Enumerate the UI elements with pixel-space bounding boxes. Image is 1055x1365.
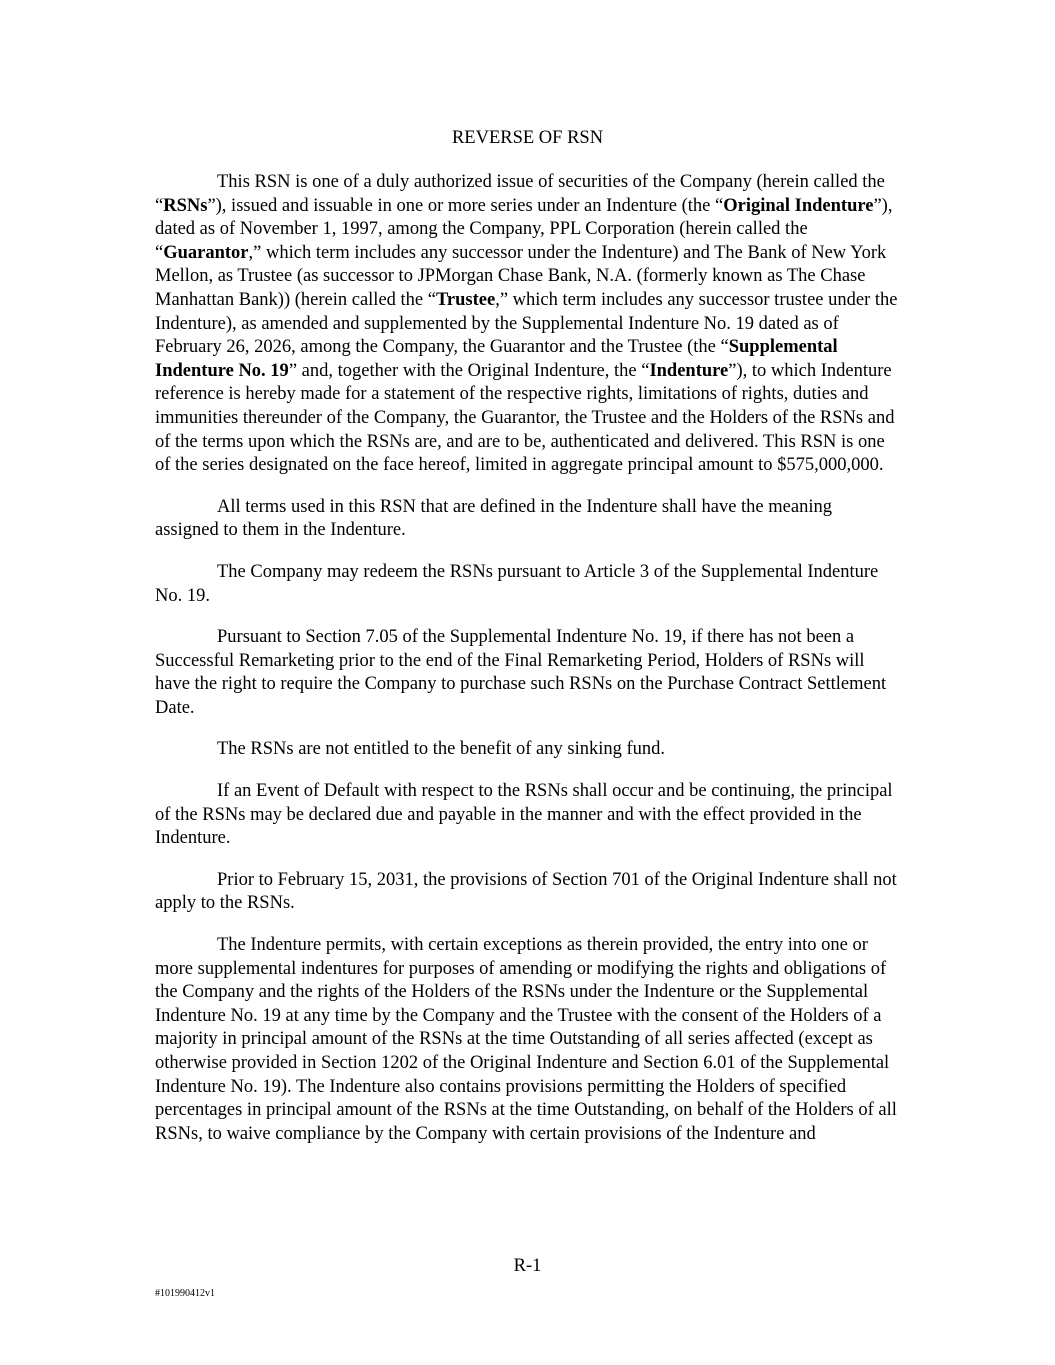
paragraph-text: ”), issued and issuable in one or more series under an Indenture (the “ — [207, 195, 724, 216]
paragraph-text: ”), dated as of November 1, 1997, among the Company, PPL Corporation (herein called the “ — [155, 195, 893, 263]
defined-term-original-indenture: Original Indenture — [723, 195, 874, 216]
paragraph-text: ” and, together with the Original Indenture, the “ — [288, 360, 650, 381]
paragraph-text: This RSN is one of a duly authorized issue of securities of the Company (herein called the “ — [155, 172, 885, 216]
defined-term-rsns: RSNs — [163, 195, 208, 216]
paragraph-remarketing: Pursuant to Section 7.05 of the Supplemental Indenture No. 19, if there has not been a Successful Remarketing prior to the end of the Final Remarketing Period, Holders of RSNs will have the right to require the Company to purchase such RSNs on the Purchase Contract Settlement Date. — [155, 627, 887, 718]
paragraph-redemption: The Company may redeem the RSNs pursuant to Article 3 of the Supplemental Indenture No. 19. — [155, 561, 879, 606]
paragraph-text: ,” which term includes any successor under the Indenture) and The Bank of New York Mellon, as Trustee (as successor to JPMorgan Chase Bank, N.A. (formerly known as The Chase Manhattan Bank)) (herein called the “ — [155, 242, 887, 310]
paragraph-text: ,” which term includes any successor trustee under the Indenture), as amended and supplemented by the Supplemental Indenture No. 19 dated as of February 26, 2026, among the Company, the Guarantor and the Trustee (the “ — [155, 289, 898, 358]
paragraph-supplemental-indentures: The Indenture permits, with certain exceptions as therein provided, the entry into one or more supplemental indentures for purposes of amending or modifying the rights and obligations of the Company and the rights of the Holders of the RSNs under the Indenture or the Supplemental Indenture No. 19 at any time by the Company and the Trustee with the consent of the Holders of a majority in principal amount of the RSNs at the time Outstanding of all series affected (except as otherwise provided in Section 1202 of the Original Indenture and Section 6.01 of the Supplemental Indenture No. 19). The Indenture also contains provisions permitting the Holders of specified percentages in principal amount of the RSNs at the time Outstanding, on behalf of the Holders of all RSNs, to waive compliance by the Company with certain provisions of the Indenture and — [155, 935, 897, 1144]
document-id: #101990412v1 — [155, 1288, 215, 1299]
paragraph-intro — [155, 171, 900, 478]
paragraph-sinking-fund: The RSNs are not entitled to the benefit of any sinking fund. — [217, 739, 666, 760]
paragraph-text: ”), to which Indenture reference is hereby made for a statement of the respective rights, limitations of rights, duties and immunities thereunder of the Company, the Guarantor, the Trustee and the Holders of the RSNs and of the terms upon which the RSNs are, and are to be, authenticated and delivered. This RSN is one of the series designated on the face hereof, limited in aggregate principal amount to $575,000,000. — [155, 360, 895, 476]
document-body — [155, 171, 900, 1164]
defined-term-supplemental-indenture: Supplemental Indenture No. 19 — [155, 337, 838, 381]
paragraph-section-701: Prior to February 15, 2031, the provisions of Section 701 of the Original Indenture shall not apply to the RSNs. — [155, 869, 897, 914]
page-number: R-1 — [513, 1256, 542, 1276]
document-title: REVERSE OF RSN — [451, 128, 604, 148]
paragraph-defined-terms: All terms used in this RSN that are defined in the Indenture shall have the meaning assigned to them in the Indenture. — [155, 496, 832, 541]
defined-term-indenture: Indenture — [649, 360, 729, 381]
defined-term-guarantor: Guarantor — [163, 242, 249, 263]
paragraph-event-of-default: If an Event of Default with respect to the RSNs shall occur and be continuing, the principal of the RSNs may be declared due and payable in the manner and with the effect provided in the Indenture. — [155, 781, 893, 849]
defined-term-trustee: Trustee — [435, 289, 496, 310]
